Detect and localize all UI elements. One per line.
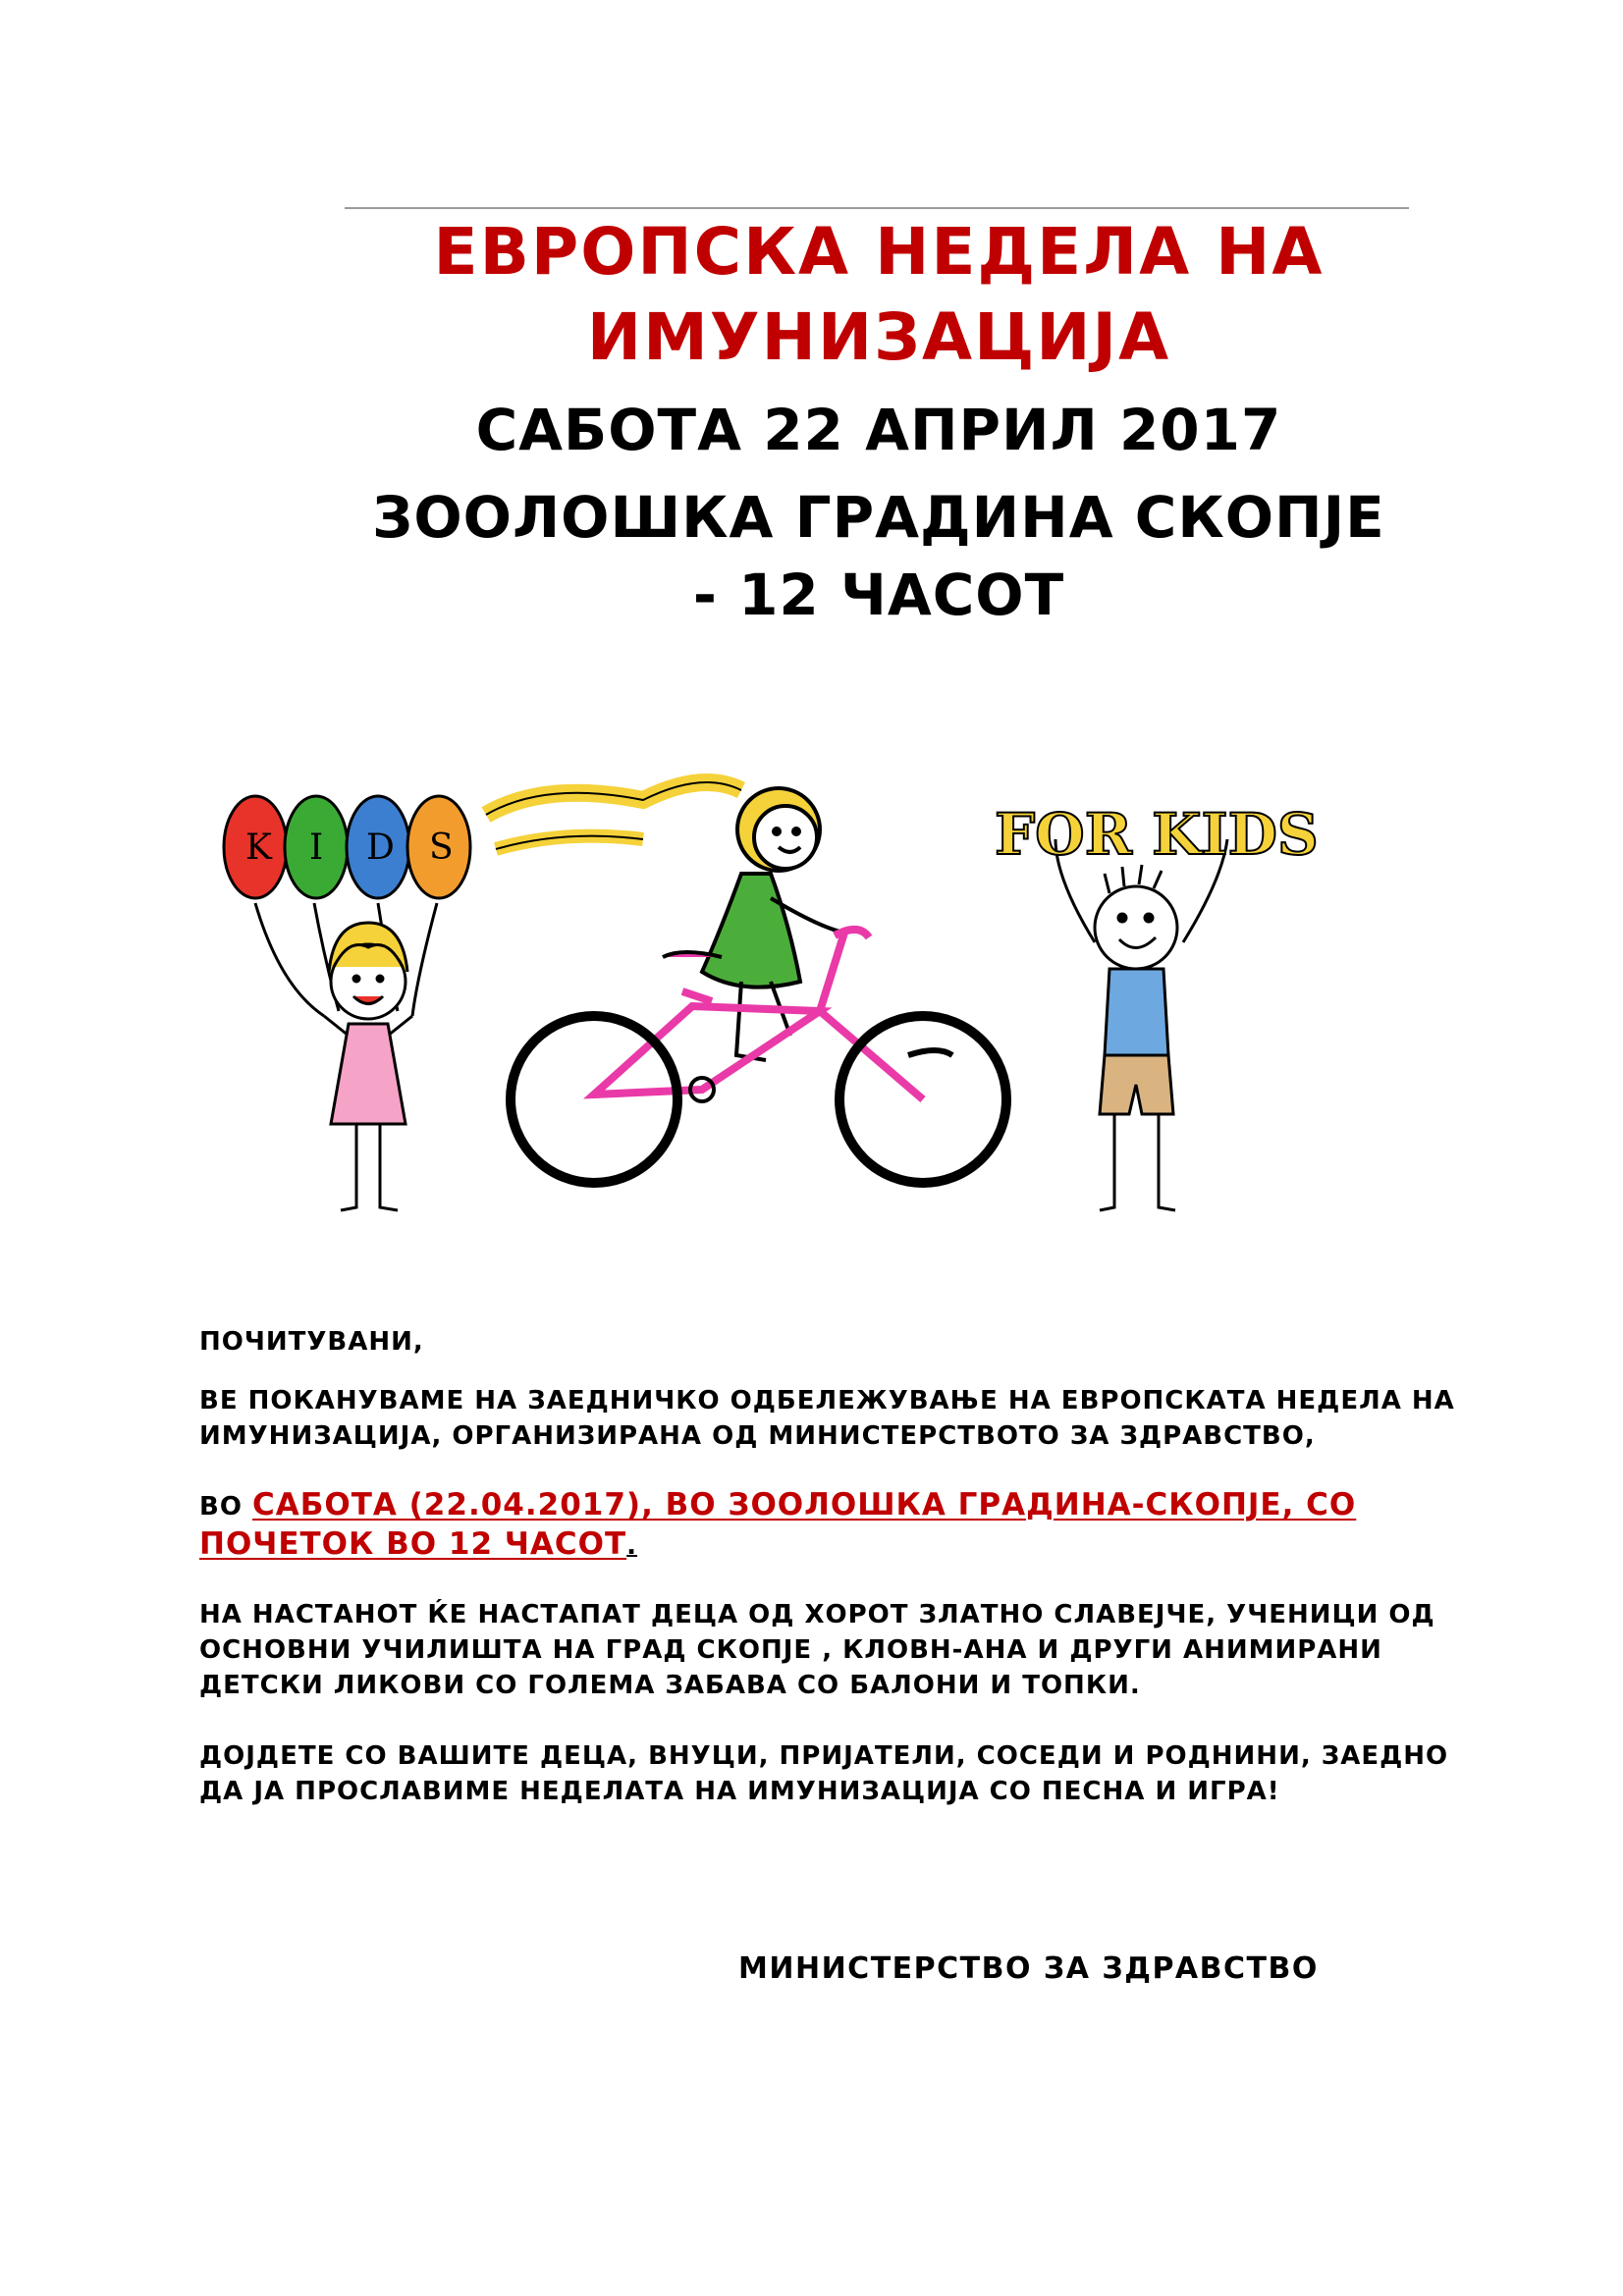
event-place-name: ЗООЛОШКА ГРАДИНА СКОПЈЕ [372,484,1385,551]
event-time: - 12 ЧАСОТ [692,561,1065,628]
for-kids-banner [995,801,1319,868]
boy-with-sign [1055,839,1227,1210]
event-date: САБОТА 22 АПРИЛ 2017 [475,397,1282,463]
page-title: ЕВРОПСКА НЕДЕЛА НА ИМУНИЗАЦИЈА [433,214,1325,375]
balloon-letter-k: K [245,828,272,868]
balloon-letter-i: I [309,828,324,868]
banner-text: FOR KIDS [995,801,1319,868]
event-place [295,479,1463,634]
closing-text: ДОЈДЕТЕ СО ВАШИТЕ ДЕЦА, ВНУЦИ, ПРИЈАТЕЛИ, СОСЕДИ И РОДНИНИ, ЗАЕДНО ДА ЈА ПРОСЛАВИМЕ НЕДЕЛАТА НА ИМУНИЗАЦИЈА СО ПЕСНА И ИГРА! [199,1741,1449,1806]
when-prefix: ВО [199,1492,243,1522]
girl-on-bicycle [486,782,1006,1183]
program-text: НА НАСТАНОТ ЌЕ НАСТАПАТ ДЕЦА ОД ХОРОТ ЗЛАТНО СЛАВЕЈЧЕ, УЧЕНИЦИ ОД ОСНОВНИ УЧИЛИШТА НА ГРАД СКОПЈЕ , КЛОВН-АНА И ДРУГИ АНИМИРАНИ ДЕТСКИ ЛИКОВИ СО ГОЛЕМА ЗАБАВА СО БАЛОНИ И ТОПКИ. [199,1600,1435,1700]
signature: МИНИСТЕРСТВО ЗА ЗДРАВСТВО [738,1951,1319,1986]
when-highlight: САБОТА (22.04.2017), ВО ЗООЛОШКА ГРАДИНА-СКОПЈЕ, СО ПОЧЕТОК ВО 12 ЧАСОТ [199,1487,1357,1562]
invitation-text: ВЕ ПОКАНУВАМЕ НА ЗАЕДНИЧКО ОДБЕЛЕЖУВАЊЕ НА ЕВРОПСКАТА НЕДЕЛА НА ИМУНИЗАЦИЈА, ОРГАНИЗИРАНА ОД МИНИСТЕРСТВОТО ЗА ЗДРАВСТВО, [199,1386,1455,1451]
greeting: ПОЧИТУВАНИ, [199,1327,424,1357]
kids-illustration [191,761,1350,1232]
event-when [199,1486,1466,1565]
when-suffix: . [626,1531,638,1561]
balloon-letter-s: S [429,828,454,868]
balloon-letter-d: D [366,828,395,868]
